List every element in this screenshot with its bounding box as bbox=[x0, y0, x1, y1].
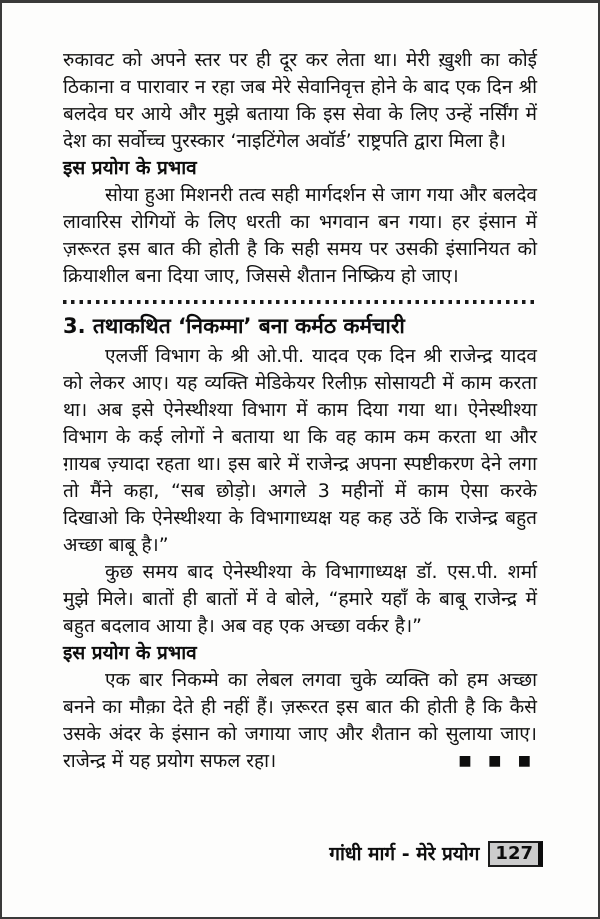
dotted-divider bbox=[63, 300, 537, 304]
text-column bbox=[63, 47, 537, 775]
effects-paragraph-1: सोया हुआ मिशनरी तत्व सही मार्गदर्शन से जाग गया और बलदेव लावारिस रोगियों के लिए धरती का भगवान बन गया। हर इंसान में ज़रूरत इस बात की होती है कि सही समय पर उसकी इंसानियत को क्रियाशील बना दिया जाए, जिससे शैतान निष्क्रिय हो जाए। bbox=[63, 184, 537, 287]
page-footer bbox=[329, 841, 543, 867]
section-3-heading: 3. तथाकथित ‘निकम्मा’ बना कर्मठ कर्मचारी bbox=[63, 314, 405, 338]
continuation-paragraph: रुकावट को अपने स्तर पर ही दूर कर लेता था। मेरी ख़ुशी का कोई ठिकाना व पारावार न रहा जब मेरे सेवानिवृत्त होने के बाद एक दिन श्री बलदेव घर आये और मुझे बताया कि इस सेवा के लिए उन्हें नर्सिंग में देश का सर्वोच्च पुरस्कार ‘नाइटिंगेल अवॉर्ड’ राष्ट्रपति द्वारा मिला है। bbox=[63, 49, 537, 152]
effects-heading-2: इस प्रयोग के प्रभाव bbox=[63, 642, 197, 664]
end-of-section-marker: ■ ■ ■ bbox=[458, 753, 537, 769]
effects-heading-1: इस प्रयोग के प्रभाव bbox=[63, 157, 197, 179]
section-3-paragraph-2: कुछ समय बाद ऐनेस्थीश्या के विभागाध्यक्ष डॉ. एस.पी. शर्मा मुझे मिले। बातों ही बातों में वे बोले, “हमारे यहाँ के बाबू राजेन्द्र में बहुत बदलाव आया है। अब वह एक अच्छा वर्कर है।” bbox=[63, 561, 537, 637]
page-number-badge: 127 bbox=[488, 841, 543, 867]
effects-paragraph-2: एक बार निकम्मे का लेबल लगवा चुके व्यक्ति को हम अच्छा बनने का मौक़ा देते ही नहीं हैं। ज़रूरत इस बात की होती है कि कैसे उसके अंदर के इंसान को जगाया जाए और शैतान को सुलाया जाए। राजेन्द्र में यह प्रयोग सफल रहा। bbox=[63, 669, 537, 772]
section-3-paragraph-1: एलर्जी विभाग के श्री ओ.पी. यादव एक दिन श्री राजेन्द्र यादव को लेकर आए। यह व्यक्ति मेडिकेयर रिलीफ़ सोसायटी में काम करता था। अब इसे ऐनेस्थीश्या विभाग में काम दिया गया था। ऐनेस्थीश्या विभाग के कई लोगों ने बताया था कि वह काम कम करता था और ग़ायब ज़्यादा रहता था। इस बारे में राजेन्द्र अपना स्पष्टीकरण देने लगा तो मैंने कहा, “सब छोड़ो। अगले 3 महीनों में काम ऐसा करके दिखाओ कि ऐनेस्थीश्या के विभागाध्यक्ष यह कह उठें कि राजेन्द्र बहुत अच्छा बाबू है।” bbox=[63, 345, 537, 556]
running-title: गांधी मार्ग - मेरे प्रयोग bbox=[329, 843, 480, 865]
